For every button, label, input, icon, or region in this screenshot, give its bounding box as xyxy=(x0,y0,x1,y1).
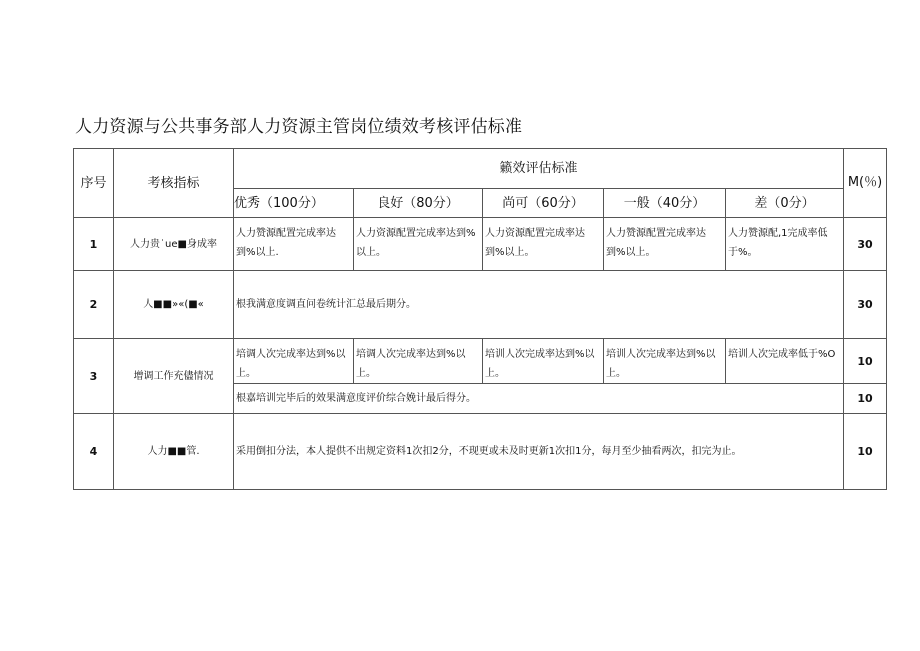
level-good: 良好（80分） xyxy=(354,189,483,218)
criterion-cell: 人力资源配置完成率达到%以上。 xyxy=(483,218,604,271)
row-seq: 2 xyxy=(74,271,114,339)
criterion-cell: 培训人次完成率低于%O xyxy=(726,339,844,384)
row-note: 根我满意度调直问卷统计汇总最后期分。 xyxy=(234,271,844,339)
assessment-table xyxy=(73,148,887,490)
row-indicator: 人■■»«(■« xyxy=(114,271,234,339)
level-excellent: 优秀（100分） xyxy=(234,189,354,218)
row-seq: 1 xyxy=(74,218,114,271)
row-note: 根嘉培训完毕后的效果满意度评价综合娩计最后得分。 xyxy=(234,384,844,414)
header-weight: M(％) xyxy=(844,149,887,218)
row-weight: 30 xyxy=(844,218,887,271)
row-weight: 10 xyxy=(844,384,887,414)
criterion-cell: 培训人次完成率达到%以上。 xyxy=(483,339,604,384)
header-indicator: 考核指标 xyxy=(114,149,234,218)
level-poor: 差（0分） xyxy=(726,189,844,218)
row-note: 采用倒扣分法，本人提供不出规定资料1次扣2分，不现更或未及时更新1次扣1分，每月至少抽看两次，扣完为止。 xyxy=(234,414,844,490)
row-indicator: 人力■■管. xyxy=(114,414,234,490)
level-fair: 尚可（60分） xyxy=(483,189,604,218)
row-weight: 10 xyxy=(844,414,887,490)
criterion-cell: 培调人次完成率达到%以上。 xyxy=(354,339,483,384)
header-standard: 籁效评估标准 xyxy=(234,149,844,189)
row-seq: 4 xyxy=(74,414,114,490)
row-weight: 10 xyxy=(844,339,887,384)
table-row xyxy=(74,414,887,490)
row-weight: 30 xyxy=(844,271,887,339)
criterion-cell: 人力赞源配置完成率达到%以上。 xyxy=(604,218,726,271)
row-indicator: 增调工作充儘情况 xyxy=(114,339,234,414)
table-row xyxy=(74,271,887,339)
page-title: 人力资源与公共事务部人力资源主管岗位绩效考核评估标准 xyxy=(75,117,523,137)
table-row xyxy=(74,218,887,271)
row-seq: 3 xyxy=(74,339,114,414)
criterion-cell: 培调人次完成率达到%以上。 xyxy=(234,339,354,384)
table-row xyxy=(74,339,887,384)
header-seq: 序号 xyxy=(74,149,114,218)
criterion-cell: 人力赞源配,1完成率低于%。 xyxy=(726,218,844,271)
level-average: 一般（40分） xyxy=(604,189,726,218)
criterion-cell: 人力赞源配置完成率达到%以上. xyxy=(234,218,354,271)
criterion-cell: 培训人次完成率达到%以上。 xyxy=(604,339,726,384)
row-indicator: 人力贵˙ue■身成率 xyxy=(114,218,234,271)
criterion-cell: 人力资源配置完成率达到%以上。 xyxy=(354,218,483,271)
